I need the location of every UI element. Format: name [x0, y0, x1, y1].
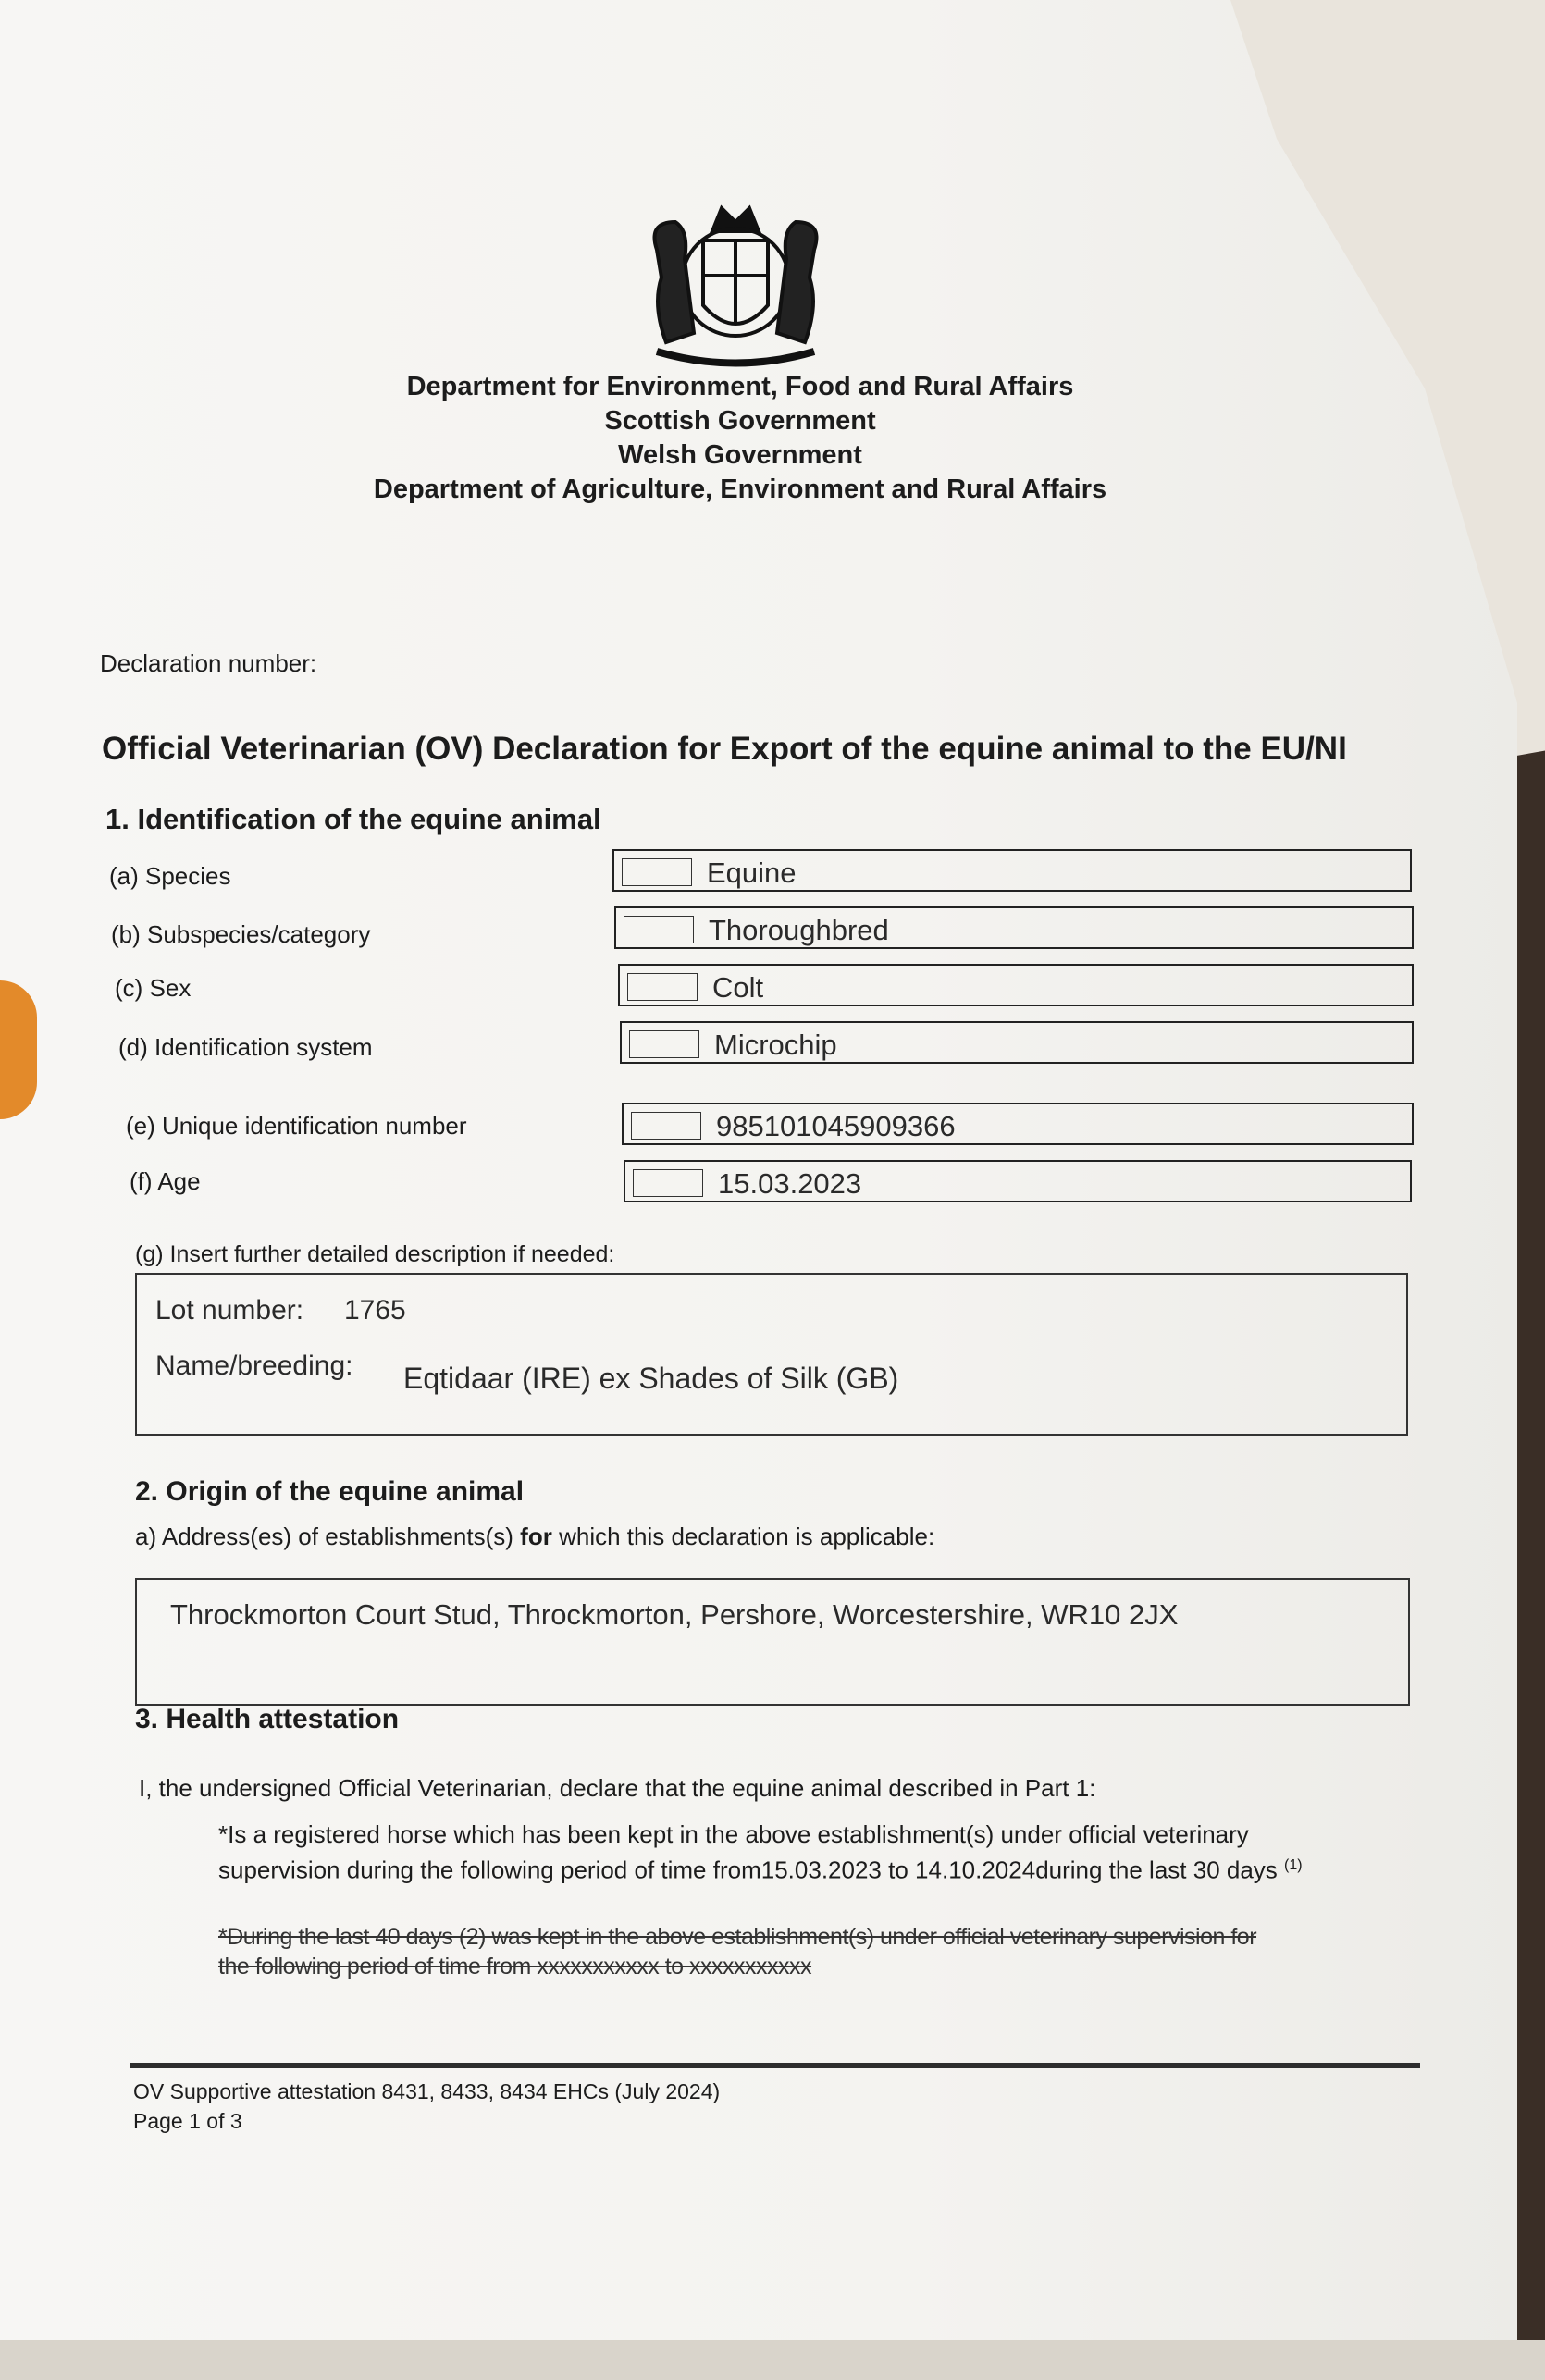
sex-label: (c) Sex	[115, 974, 192, 1002]
orange-sticker	[0, 980, 37, 1119]
page-number: Page 1 of 3	[133, 2109, 242, 2133]
age-value: 15.03.2023	[718, 1167, 862, 1200]
breeding-label: Name/breeding:	[155, 1350, 353, 1381]
dept-scottish-gov: Scottish Government	[604, 406, 876, 436]
age-field[interactable]	[624, 1160, 1412, 1202]
id-system-field[interactable]	[620, 1021, 1414, 1064]
dept-defra: Department for Environment, Food and Rural Affairs	[406, 372, 1074, 401]
date-from: 15.03.2023	[760, 1856, 882, 1884]
footer-divider	[130, 2063, 1420, 2068]
declaration-number-label: Declaration number:	[100, 649, 317, 677]
breeding-value: Eqtidaar (IRE) ex Shades of Silk (GB)	[403, 1362, 899, 1395]
uid-field[interactable]	[622, 1103, 1414, 1145]
species-label: (a) Species	[109, 862, 231, 890]
establishments-label	[135, 1523, 934, 1551]
dept-daera: Department of Agriculture, Environment and Rural Affairs	[373, 475, 1107, 504]
section-2-heading: 2. Origin of the equine animal	[135, 1476, 525, 1507]
further-description-box[interactable]	[135, 1273, 1408, 1436]
field-checkbox[interactable]	[633, 1169, 703, 1197]
lot-number-value: 1765	[344, 1295, 406, 1326]
sex-value: Colt	[712, 971, 764, 1004]
uid-value: 985101045909366	[716, 1110, 956, 1142]
royal-coat-of-arms-icon	[638, 194, 833, 370]
uid-label: (e) Unique identification number	[126, 1112, 467, 1140]
date-to: 14.10.2024	[915, 1856, 1036, 1884]
to-text: to	[888, 1856, 908, 1884]
section-1-heading: 1. Identification of the equine animal	[105, 803, 601, 835]
footer-attestation: OV Supportive attestation 8431, 8433, 8434 EHCs (July 2024)	[133, 2079, 721, 2103]
id-system-value: Microchip	[714, 1029, 837, 1061]
footnote-1-ref: (1)	[1284, 1857, 1303, 1873]
address-box[interactable]	[135, 1578, 1410, 1706]
last-30-days-text: during the last 30 days	[1035, 1856, 1278, 1884]
health-line-2	[218, 1850, 1303, 1886]
field-checkbox[interactable]	[627, 973, 698, 1001]
subspecies-field[interactable]	[614, 906, 1414, 949]
establishments-label-a: a) Address(es) of establishments(s)	[135, 1523, 513, 1550]
sex-field[interactable]	[618, 964, 1414, 1006]
health-intro: I, the undersigned Official Veterinarian, declare that the equine animal described in Part 1:	[139, 1774, 1096, 1802]
field-checkbox[interactable]	[629, 1030, 699, 1058]
supervision-text: supervision during the following period of time from	[218, 1856, 761, 1884]
page-title: Official Veterinarian (OV) Declaration for Export of the equine animal to the EU/NI	[102, 731, 1347, 767]
struck-statement	[218, 1922, 1256, 1981]
bottom-edge	[0, 2340, 1545, 2380]
field-checkbox[interactable]	[622, 858, 692, 886]
field-checkbox[interactable]	[624, 916, 694, 943]
section-3-heading: 3. Health attestation	[135, 1704, 400, 1734]
establishments-label-for: for	[520, 1523, 552, 1550]
health-statement	[218, 1819, 1303, 1886]
header-departments	[278, 370, 1203, 507]
struck-line-1: *During the last 40 days (2) was kept in the above establishment(s) under official veterinary supervision for	[218, 1924, 1257, 1950]
lot-number-label: Lot number:	[155, 1295, 304, 1326]
footer	[133, 2077, 720, 2136]
dept-welsh-gov: Welsh Government	[618, 440, 862, 470]
field-checkbox[interactable]	[631, 1112, 701, 1140]
health-line-1: *Is a registered horse which has been kept in the above establishment(s) under official veterinary	[218, 1820, 1249, 1848]
subspecies-label: (b) Subspecies/category	[111, 920, 371, 948]
subspecies-value: Thoroughbred	[709, 914, 889, 946]
address-value: Throckmorton Court Stud, Throckmorton, Pershore, Worcestershire, WR10 2JX	[170, 1598, 1179, 1631]
struck-line-2: the following period of time from xxxxxxxxxxx to xxxxxxxxxxx	[218, 1954, 812, 1979]
establishments-label-b: which this declaration is applicable:	[559, 1523, 935, 1550]
species-value: Equine	[707, 857, 797, 889]
further-description-label: (g) Insert further detailed description if needed:	[135, 1241, 615, 1267]
id-system-label: (d) Identification system	[118, 1033, 373, 1061]
species-field[interactable]	[612, 849, 1412, 892]
age-label: (f) Age	[130, 1167, 201, 1195]
